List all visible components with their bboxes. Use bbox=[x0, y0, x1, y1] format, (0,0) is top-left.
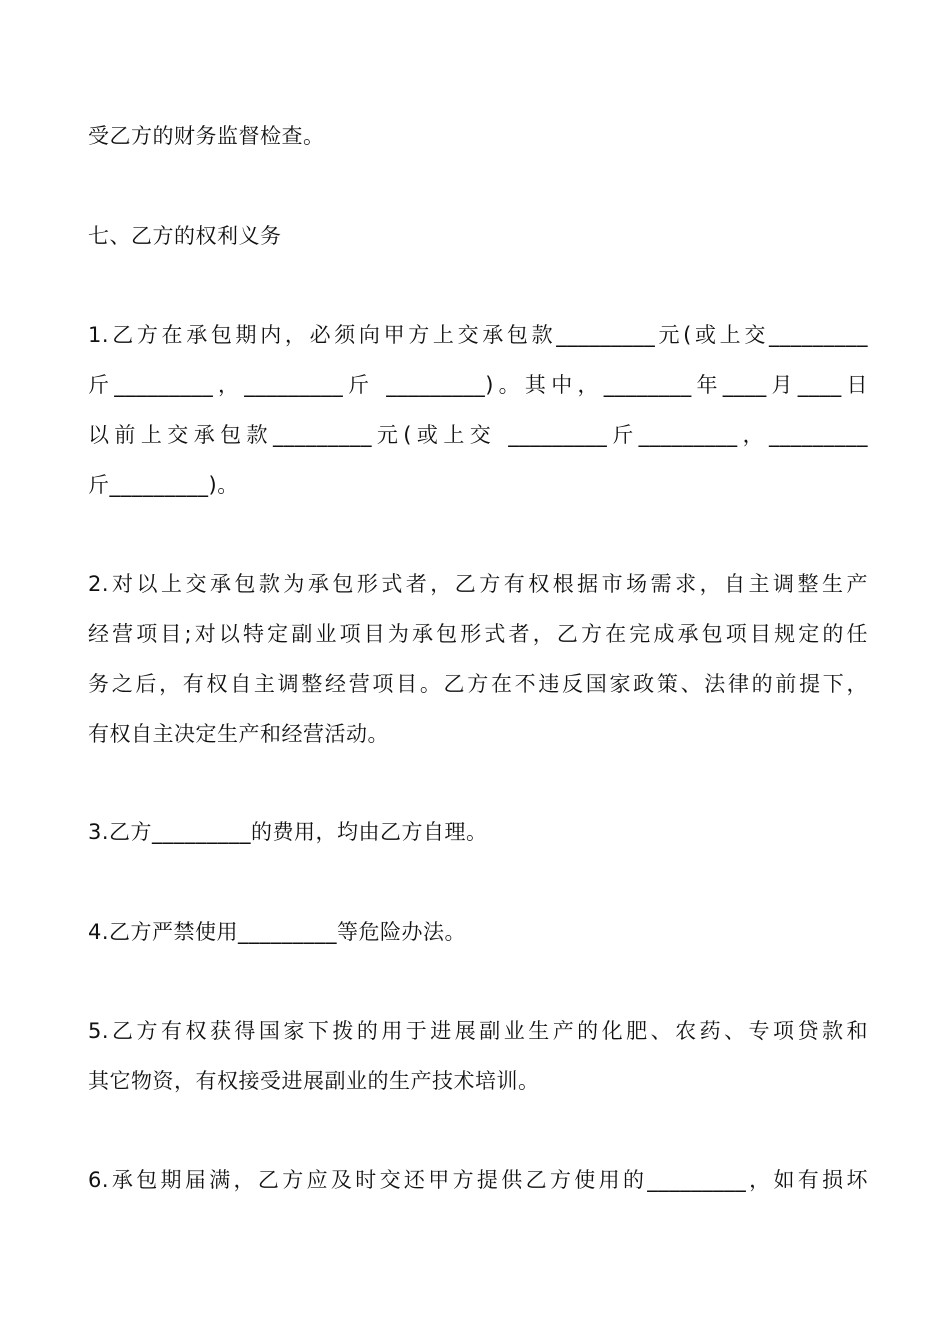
text-line: 4.乙方严禁使用_________等危险办法。 bbox=[88, 920, 467, 944]
text-line: 受乙方的财务监督检查。 bbox=[88, 124, 325, 148]
text-line: 其它物资，有权接受进展副业的生产技术培训。 bbox=[88, 1069, 540, 1093]
text-line: 2.对以上交承包款为承包形式者，乙方有权根据市场需求，自主调整生产 bbox=[88, 572, 868, 596]
text-line: 6.承包期届满，乙方应及时交还甲方提供乙方使用的_________，如有损坏 bbox=[88, 1168, 868, 1192]
section-heading-7 bbox=[88, 211, 868, 261]
text-line: 斤_________)。 bbox=[88, 473, 239, 497]
clause-3 bbox=[88, 807, 868, 857]
text-line: 有权自主决定生产和经营活动。 bbox=[88, 722, 389, 746]
clause-1 bbox=[88, 310, 868, 510]
text-line: 以前上交承包款_________元(或上交 _________斤_________，_________ bbox=[88, 423, 868, 447]
text-line: 经营项目;对以特定副业项目为承包形式者，乙方在完成承包项目规定的任 bbox=[88, 622, 868, 646]
clause-2 bbox=[88, 559, 868, 759]
paragraph-finance-supervision bbox=[88, 111, 868, 161]
clause-6 bbox=[88, 1155, 868, 1205]
text-line: 务之后，有权自主调整经营项目。乙方在不违反国家政策、法律的前提下， bbox=[88, 672, 868, 696]
heading-text: 七、乙方的权利义务 bbox=[88, 224, 282, 248]
text-line: 3.乙方_________的费用，均由乙方自理。 bbox=[88, 820, 488, 844]
text-line: 5.乙方有权获得国家下拨的用于进展副业生产的化肥、农药、专项贷款和 bbox=[88, 1019, 868, 1043]
clause-4 bbox=[88, 907, 868, 957]
text-line: 斤_________，_________斤 _________)。其中，________年____月____日 bbox=[88, 373, 868, 397]
text-line: 1.乙方在承包期内，必须向甲方上交承包款_________元(或上交_________ bbox=[88, 323, 868, 347]
clause-5 bbox=[88, 1006, 868, 1106]
